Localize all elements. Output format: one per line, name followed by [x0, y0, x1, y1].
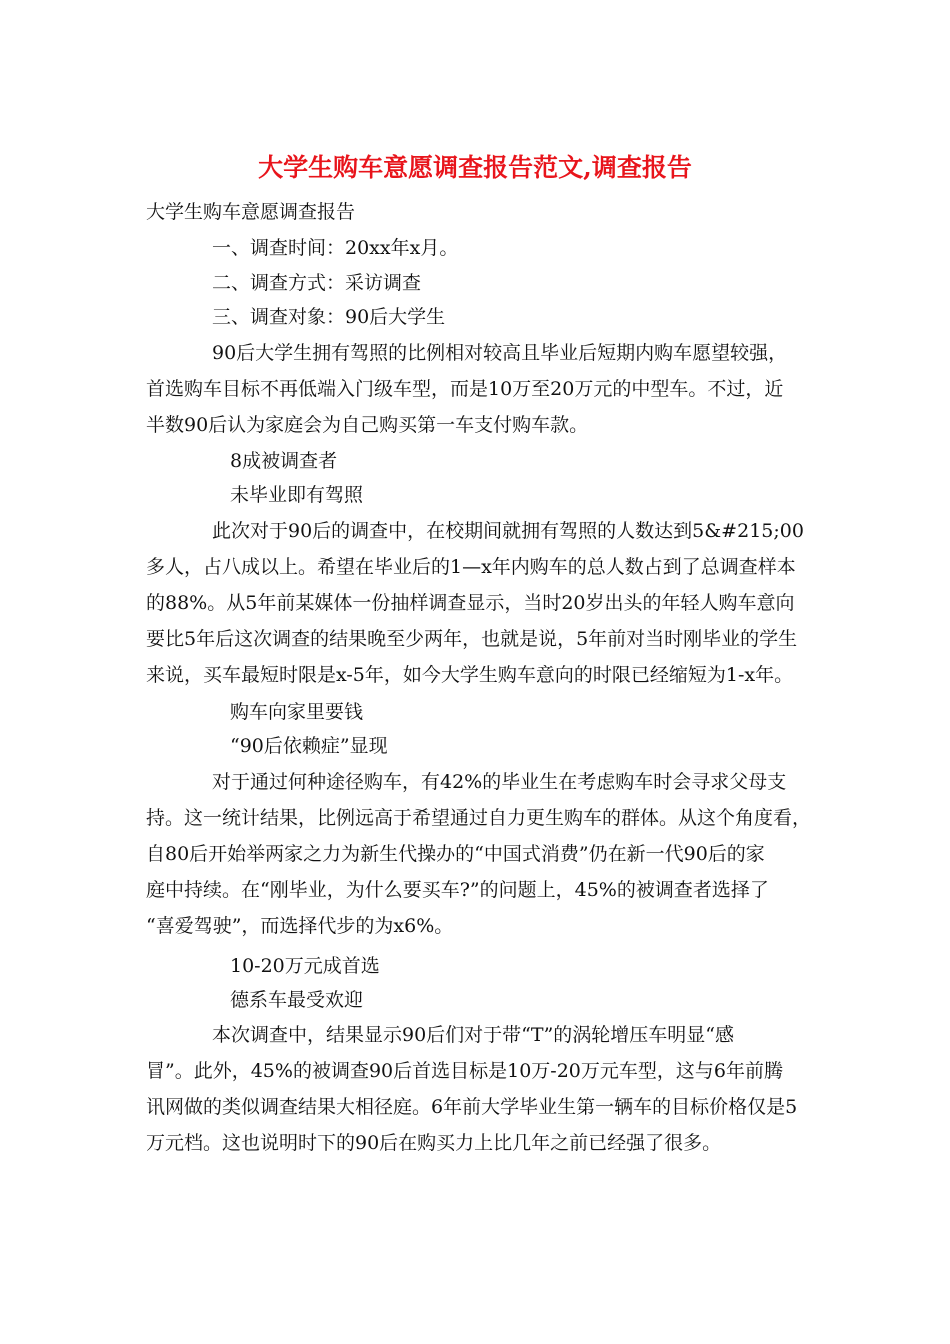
- paragraph-line: 半数90后认为家庭会为自己购买第一车支付购车款。: [146, 414, 589, 436]
- paragraph-family-funding: [146, 764, 812, 944]
- paragraph-line: 此次对于90后的调查中，在校期间就拥有驾照的人数达到5&#215;00: [212, 520, 804, 542]
- paragraph-line: 的88%。从5年前某媒体一份抽样调查显示，当时20岁出头的年轻人购车意向: [146, 592, 795, 614]
- paragraph-line: 庭中持续。在“刚毕业，为什么要买车?”的问题上，45%的被调查者选择了: [146, 879, 769, 901]
- section-heading-1b: 未毕业即有驾照: [230, 484, 364, 506]
- paragraph-license: [146, 513, 806, 693]
- info-survey-subject: 三、调查对象：90后大学生: [212, 306, 446, 328]
- report-subtitle: 大学生购车意愿调查报告: [146, 201, 356, 223]
- info-survey-method: 二、调查方式：采访调查: [212, 272, 422, 294]
- document-title: 大学生购车意愿调查报告范文,调查报告: [258, 153, 692, 182]
- paragraph-price-range: [146, 1017, 806, 1161]
- paragraph-intro: [146, 335, 806, 443]
- paragraph-line: 自80后开始举两家之力为新生代操办的“中国式消费”仍在新一代90后的家: [146, 843, 765, 865]
- section-heading-2b: “90后依赖症”显现: [230, 735, 388, 757]
- paragraph-line: “喜爱驾驶”，而选择代步的为x6%。: [146, 915, 454, 937]
- paragraph-line: 本次调查中，结果显示90后们对于带“T”的涡轮增压车明显“感: [212, 1024, 734, 1046]
- paragraph-line: 对于通过何种途径购车，有42%的毕业生在考虑购车时会寻求父母支: [212, 771, 787, 793]
- paragraph-line: 持。这一统计结果，比例远高于希望通过自力更生购车的群体。从这个角度看，: [146, 807, 812, 829]
- section-heading-3b: 德系车最受欢迎: [230, 989, 364, 1011]
- paragraph-line: 万元档。这也说明时下的90后在购买力上比几年之前已经强了很多。: [146, 1132, 722, 1154]
- section-heading-3a: 10-20万元成首选: [230, 955, 380, 977]
- paragraph-line: 90后大学生拥有驾照的比例相对较高且毕业后短期内购车愿望较强，: [212, 342, 788, 364]
- info-survey-time: 一、调查时间：20xx年x月。: [212, 237, 459, 259]
- section-heading-2a: 购车向家里要钱: [230, 701, 364, 723]
- paragraph-line: 多人，占八成以上。希望在毕业后的1—x年内购车的总人数占到了总调查样本: [146, 556, 796, 578]
- paragraph-line: 冒”。此外，45%的被调查90后首选目标是10万-20万元车型，这与6年前腾: [146, 1060, 783, 1082]
- paragraph-line: 首选购车目标不再低端入门级车型，而是10万至20万元的中型车。不过，近: [146, 378, 784, 400]
- paragraph-line: 要比5年后这次调查的结果晚至少两年，也就是说，5年前对当时刚毕业的学生: [146, 628, 798, 650]
- section-heading-1a: 8成被调查者: [230, 450, 338, 472]
- paragraph-line: 来说，买车最短时限是x-5年，如今大学生购车意向的时限已经缩短为1-x年。: [146, 664, 794, 686]
- paragraph-line: 讯网做的类似调查结果大相径庭。6年前大学毕业生第一辆车的目标价格仅是5: [146, 1096, 798, 1118]
